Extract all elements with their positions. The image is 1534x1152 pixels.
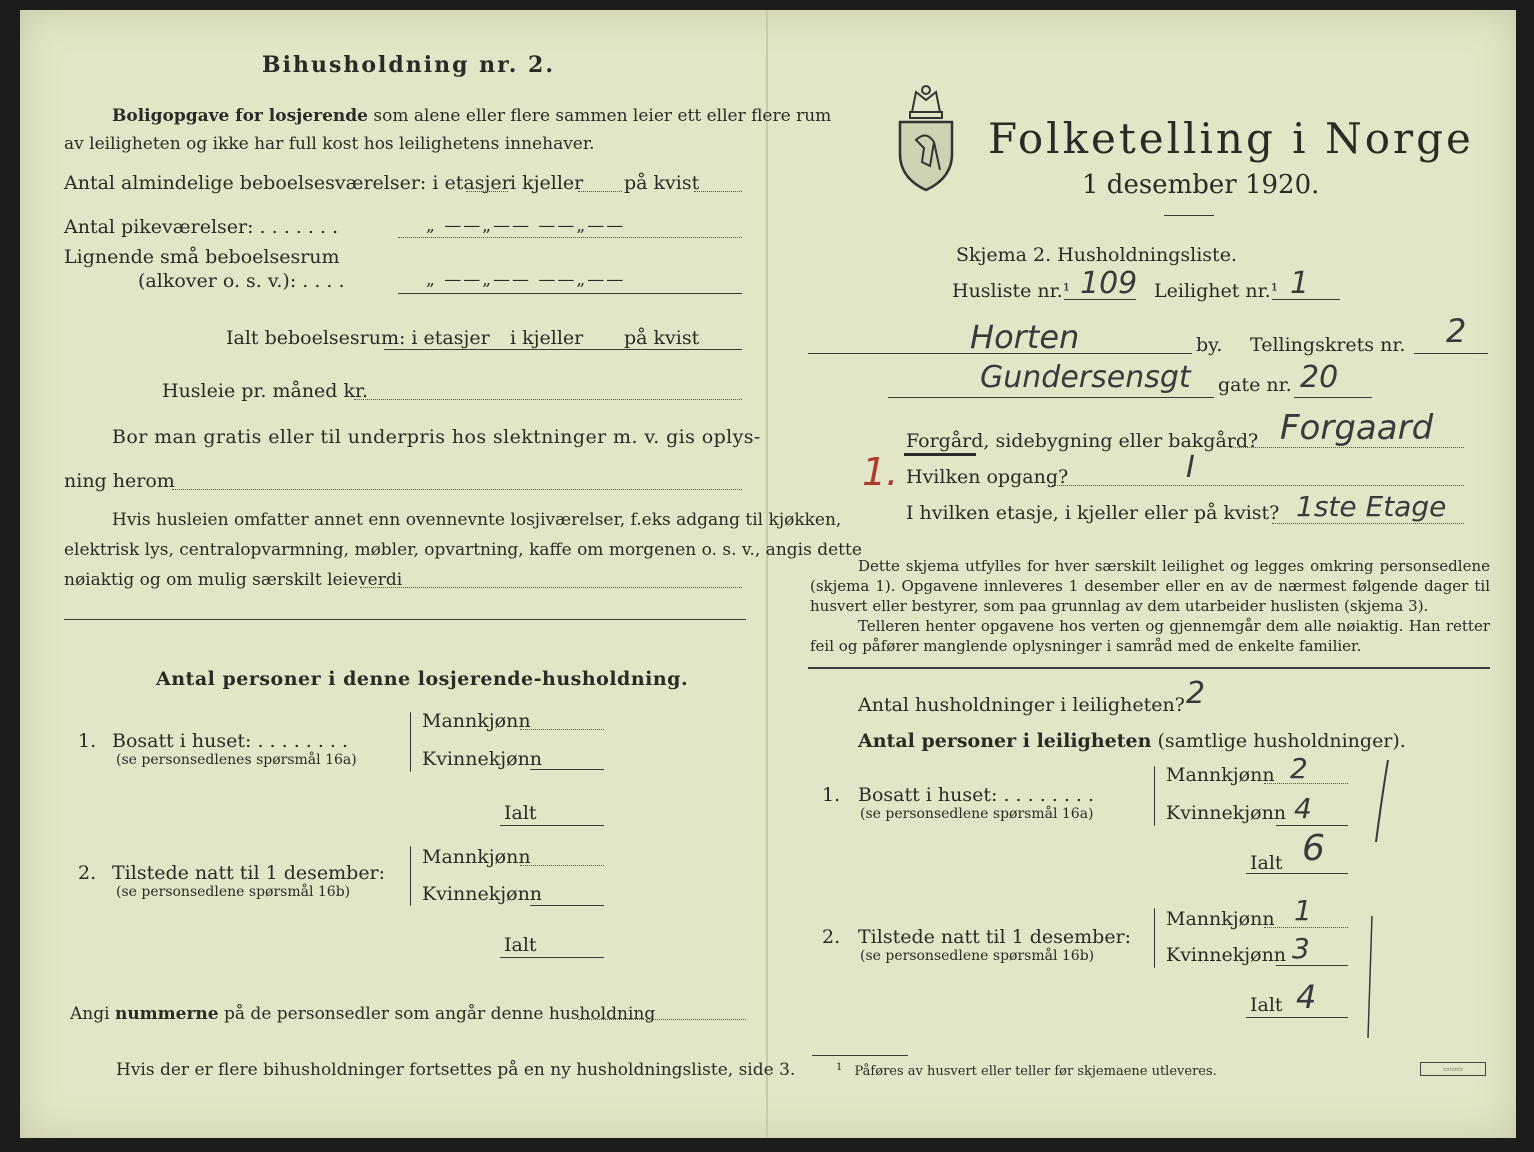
right-date: 1 desember 1920.: [1082, 170, 1320, 200]
i-kjeller-label-2: i kjeller: [510, 327, 584, 349]
left-q2-num: 2.: [78, 862, 97, 884]
lign-label-1: Lignende små beboelsesrum: [64, 246, 340, 268]
paa-kvist-label-2: på kvist: [624, 327, 700, 349]
right-q1-kvinne-value[interactable]: 4: [1294, 792, 1312, 825]
left-q2-brace: [410, 846, 411, 906]
info-para2: Telleren henter opgavene hos verten og gjennemgår dem alle nøiaktig. Han retter feil og påfører manglende oplysninger i samråd med de enkelte familier.: [810, 617, 1490, 655]
field-pike[interactable]: [398, 236, 742, 238]
left-divider: [64, 618, 746, 620]
field-bor[interactable]: [172, 488, 742, 490]
info-para1: Dette skjema utfylles for hver særskilt leilighet og legges omkring personsedlene (skjema 1). Opgavene innleveres 1 desember eller en av de nærmest følgende dager til husvert eller bestyrer, som paa grunnlag av dem utarbeider huslisten (skjema 3).: [810, 557, 1490, 615]
footnote-num: 1: [836, 1062, 843, 1073]
gate-nr-line: [1294, 396, 1372, 398]
left-q1-label: Bosatt i huset: . . . . . . . .: [112, 730, 349, 752]
leilighet-label: Leilighet nr.¹: [1154, 280, 1279, 302]
left-q2-ialt-label: Ialt: [504, 934, 537, 956]
field-kjeller[interactable]: [578, 190, 622, 192]
right-q2-ialt-label: Ialt: [1250, 994, 1283, 1016]
coat-of-arms-icon: [894, 82, 958, 194]
by-line: [808, 352, 1192, 354]
angi-rest: på de personsedler som angår denne husholdning: [224, 1004, 656, 1024]
right-q1-brace: [1154, 766, 1155, 826]
right-q1-sub: (se personsedlene spørsmål 16a): [860, 806, 1094, 822]
gate-line: [888, 396, 1214, 398]
left-q2-label: Tilstede natt til 1 desember:: [112, 862, 386, 884]
forgard-answer[interactable]: Forgaard: [1280, 408, 1434, 448]
left-q2-ialt-field[interactable]: [500, 956, 604, 958]
intro-rest: som alene eller flere sammen leier ett eller flere rum: [373, 106, 832, 126]
left-q1-kvinne-label: Kvinnekjønn: [422, 748, 543, 770]
footnote-line: [836, 1062, 1217, 1079]
hvis-line1: Hvis husleien omfatter annet enn ovennevnte losjiværelser, f.eks adgang til kjøkken,: [112, 510, 842, 530]
opgang-q: Hvilken opgang?: [906, 466, 1069, 488]
krets-line: [1414, 352, 1488, 354]
right-q2-ialt-field: [1246, 1016, 1348, 1018]
husleie-label: Husleie pr. måned kr.: [162, 380, 369, 402]
right-q1-label: Bosatt i huset: . . . . . . . .: [858, 784, 1095, 806]
left-q2-sub: (se personsedlene spørsmål 16b): [116, 884, 351, 900]
right-q2-num: 2.: [822, 926, 841, 948]
left-q1-ialt-field[interactable]: [500, 824, 604, 826]
tally-marks-icon: [1360, 756, 1400, 1046]
etasje-field: [1272, 522, 1464, 524]
right-q2-label: Tilstede natt til 1 desember:: [858, 926, 1132, 948]
right-q2-kvinne-label: Kvinnekjønn: [1166, 944, 1287, 966]
left-q1-brace: [410, 712, 411, 772]
right-q1-ialt-value[interactable]: 6: [1302, 828, 1325, 869]
forgard-field: [1230, 446, 1464, 448]
husliste-value[interactable]: 109: [1080, 266, 1138, 301]
right-q1-mann-value[interactable]: 2: [1290, 752, 1308, 785]
left-q1-mann-field[interactable]: [520, 728, 604, 730]
gate-value[interactable]: Gundersensgt: [980, 360, 1191, 395]
left-q1-ialt-label: Ialt: [504, 802, 537, 824]
field-kvist[interactable]: [694, 190, 742, 192]
right-q2-kvinne-value[interactable]: 3: [1292, 932, 1310, 965]
right-q2-mann-value[interactable]: 1: [1294, 894, 1312, 927]
left-antal-pers: Antal personer i denne losjerende-husholdning.: [156, 668, 689, 690]
i-kjeller-label-1: i kjeller: [510, 172, 584, 194]
field-lign[interactable]: [398, 292, 742, 294]
right-title: Folketelling i Norge: [988, 114, 1474, 163]
right-divider: [808, 666, 1490, 669]
forgard-q: Forgård, sidebygning eller bakgård?: [906, 430, 1259, 452]
gate-label: gate nr.: [1218, 374, 1292, 396]
etasje-q: I hvilken etasje, i kjeller eller på kvist?: [906, 502, 1280, 524]
field-leieverdi[interactable]: [360, 586, 742, 588]
angi-line: [70, 1004, 655, 1024]
pike-label: Antal pikeværelser: . . . . . . .: [64, 216, 339, 238]
right-q2-kvinne-field: [1276, 964, 1348, 966]
right-q2-mann-field: [1264, 926, 1348, 928]
opgang-answer[interactable]: I: [1186, 450, 1195, 485]
etasje-answer[interactable]: 1ste Etage: [1296, 490, 1447, 523]
antal-hush-q: Antal husholdninger i leiligheten?: [858, 694, 1185, 716]
lign-label-2: (alkover o. s. v.): . . . .: [138, 270, 345, 292]
left-title: Bihusholdning nr. 2.: [262, 52, 555, 78]
antal-pers-rest: (samtlige husholdninger).: [1157, 730, 1406, 752]
footnote-rule: [812, 1054, 908, 1056]
antal-pers-bold: Antal personer i leiligheten: [858, 730, 1152, 752]
left-footer: Hvis der er flere bihusholdninger fortsettes på en ny husholdningsliste, side 3.: [116, 1060, 796, 1080]
right-q1-ialt-label: Ialt: [1250, 852, 1283, 874]
left-q1-mann-label: Mannkjønn: [422, 710, 531, 732]
margin-mark: 1.: [862, 450, 899, 494]
date-rule: [1164, 214, 1214, 216]
skjema-label: Skjema 2. Husholdningsliste.: [956, 244, 1237, 266]
krets-label: Tellingskrets nr.: [1250, 334, 1406, 356]
intro-line1: [112, 106, 831, 126]
right-q1-kvinne-field: [1276, 824, 1348, 826]
angi-pre: Angi: [70, 1004, 110, 1024]
right-q1-num: 1.: [822, 784, 841, 806]
fold-line: [766, 10, 768, 1138]
left-q2-mann-field[interactable]: [520, 864, 604, 866]
opgang-field: [1052, 484, 1464, 486]
gate-nr-value[interactable]: 20: [1300, 360, 1339, 395]
hvis-line2: elektrisk lys, centralopvarmning, møbler, opvartning, kaffe om morgenen o. s. v., angis dette: [64, 540, 862, 560]
antal-hush-answer[interactable]: 2: [1186, 676, 1206, 711]
angi-bold: nummerne: [114, 1004, 219, 1024]
husliste-label: Husliste nr.¹: [952, 280, 1071, 302]
lign-marks: „ ——„—— ——„——: [426, 270, 626, 290]
left-q1-kvinne-field[interactable]: [530, 768, 604, 770]
leilighet-line: [1272, 298, 1340, 300]
right-q2-mann-label: Mannkjønn: [1166, 908, 1275, 930]
field-ialt-beb[interactable]: [384, 348, 742, 350]
husliste-line: [1064, 298, 1136, 300]
field-husleie[interactable]: [354, 398, 742, 400]
antal-pers-line: [858, 730, 1406, 752]
left-q2-kvinne-field[interactable]: [530, 904, 604, 906]
field-nummerne[interactable]: [578, 1018, 746, 1020]
leilighet-value[interactable]: 1: [1290, 266, 1310, 301]
by-value[interactable]: Horten: [970, 318, 1080, 356]
intro-bold: Boligopgave for losjerende: [112, 106, 368, 126]
pike-marks: „ ——„—— ——„——: [426, 216, 626, 236]
bor-line1: Bor man gratis eller til underpris hos slektninger m. v. gis oplys-: [112, 426, 761, 448]
by-label: by.: [1196, 334, 1223, 356]
intro-line2: av leiligheten og ikke har full kost hos leilighetens innehaver.: [64, 134, 595, 154]
right-q2-sub: (se personsedlene spørsmål 16b): [860, 948, 1095, 964]
ialt-beb-label: Ialt beboelsesrum: i etasjer: [226, 327, 490, 349]
right-q1-kvinne-label: Kvinnekjønn: [1166, 802, 1287, 824]
right-q2-ialt-value[interactable]: 4: [1296, 978, 1317, 1016]
printer-stamp-icon: ▭▭▭: [1420, 1062, 1486, 1076]
left-q2-kvinne-label: Kvinnekjønn: [422, 883, 543, 905]
forgard-underline: [904, 452, 976, 456]
paa-kvist-label-1: på kvist: [624, 172, 700, 194]
krets-value[interactable]: 2: [1446, 312, 1467, 350]
left-q1-sub: (se personsedlenes spørsmål 16a): [116, 752, 357, 768]
hvis-line3: nøiaktig og om mulig særskilt leieverdi: [64, 570, 403, 590]
field-etasjer[interactable]: [466, 190, 508, 192]
right-q2-brace: [1154, 908, 1155, 968]
bor-line2: ning herom: [64, 470, 175, 492]
right-q1-mann-field: [1264, 782, 1348, 784]
left-q1-num: 1.: [78, 730, 97, 752]
right-q1-ialt-field: [1246, 872, 1348, 874]
antal-alm-label: Antal almindelige beboelsesværelser: i etasjer: [64, 172, 511, 194]
footnote-text: Påføres av husvert eller teller før skjemaene utleveres.: [854, 1064, 1217, 1080]
right-q1-mann-label: Mannkjønn: [1166, 764, 1275, 786]
left-q2-mann-label: Mannkjønn: [422, 846, 531, 868]
